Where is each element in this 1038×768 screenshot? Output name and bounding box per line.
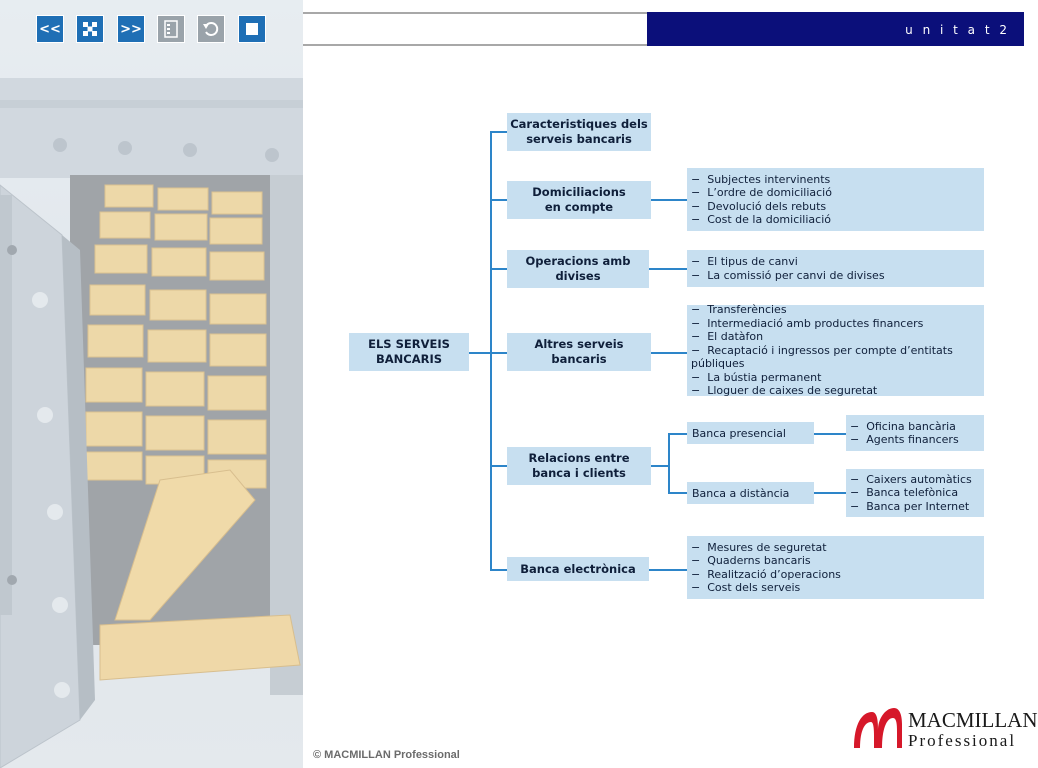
category-node bbox=[507, 557, 649, 581]
header-bar bbox=[647, 12, 1024, 46]
category-node bbox=[507, 181, 651, 219]
category-title-line: Banca electrònica bbox=[520, 561, 636, 576]
list-item: − Subjectes intervinents bbox=[691, 173, 830, 187]
logo-text-line1: MACMILLAN bbox=[908, 708, 1038, 732]
category-title-line: serveis bancaris bbox=[526, 132, 632, 146]
category-title-line: Relacions entre bbox=[528, 451, 630, 465]
stop-button[interactable] bbox=[238, 15, 266, 43]
list-item: − Transferències bbox=[691, 303, 787, 317]
category-title-line: divises bbox=[555, 269, 601, 283]
connector bbox=[814, 433, 846, 435]
list-item: − Realització d’operacions bbox=[691, 568, 841, 582]
category-title-line: Caracteristiques dels bbox=[510, 117, 648, 131]
list-item: − Caixers automàtics bbox=[850, 473, 972, 487]
list-item: − Oficina bancària bbox=[850, 420, 956, 434]
book-icon bbox=[163, 20, 179, 38]
unit-label: u n i t a t 2 bbox=[905, 23, 1010, 37]
stop-icon bbox=[245, 22, 259, 36]
list-item: − Intermediació amb productes financers bbox=[691, 317, 923, 331]
list-item: − La comissió per canvi de divises bbox=[691, 269, 885, 283]
list-item: − Recaptació i ingressos per compte d’entitats públiques bbox=[691, 344, 984, 371]
items-list bbox=[687, 250, 984, 287]
prev-icon: << bbox=[39, 21, 61, 37]
connector bbox=[490, 569, 507, 571]
category-title-line: bancaris bbox=[551, 352, 607, 366]
connector bbox=[490, 199, 507, 201]
connector bbox=[651, 465, 669, 467]
list-item: − El tipus de canvi bbox=[691, 255, 798, 269]
connector bbox=[490, 131, 492, 571]
list-item: − La bústia permanent bbox=[691, 371, 821, 385]
list-item: − Cost de la domiciliació bbox=[691, 213, 831, 227]
connector bbox=[814, 492, 846, 494]
connector bbox=[668, 433, 670, 493]
connector bbox=[490, 352, 507, 354]
vault-image bbox=[0, 0, 303, 768]
category-title-line: Altres serveis bbox=[534, 337, 624, 351]
macmillan-logo bbox=[852, 704, 1038, 752]
items-list bbox=[687, 536, 984, 599]
book-button[interactable] bbox=[157, 15, 185, 43]
items-list bbox=[687, 168, 984, 231]
list-item: − L’ordre de domiciliació bbox=[691, 186, 832, 200]
category-title-line: banca i clients bbox=[532, 466, 626, 480]
connector bbox=[490, 465, 507, 467]
list-item: − Quaderns bancaris bbox=[691, 554, 811, 568]
header-rule-bottom bbox=[303, 44, 647, 46]
next-button[interactable] bbox=[117, 15, 145, 43]
items-list bbox=[687, 305, 984, 396]
category-node bbox=[507, 113, 651, 151]
sub-node-label: Banca presencial bbox=[692, 426, 786, 440]
index-icon bbox=[81, 20, 99, 38]
category-title-line: Domiciliacions bbox=[532, 185, 626, 199]
logo-mark bbox=[852, 704, 904, 750]
vault-illustration bbox=[0, 0, 303, 768]
index-button[interactable] bbox=[76, 15, 104, 43]
category-node bbox=[507, 250, 649, 288]
refresh-icon bbox=[202, 20, 220, 38]
connector bbox=[469, 352, 491, 354]
connector bbox=[649, 268, 687, 270]
connector bbox=[651, 352, 687, 354]
header-rule-top bbox=[303, 12, 647, 14]
connector bbox=[490, 131, 507, 133]
list-item: − Devolució dels rebuts bbox=[691, 200, 826, 214]
connector bbox=[651, 199, 687, 201]
copyright-text: © MACMILLAN Professional bbox=[313, 749, 460, 761]
connector bbox=[649, 569, 687, 571]
root-line: BANCARIS bbox=[375, 352, 443, 366]
sub-node bbox=[687, 482, 814, 504]
category-node bbox=[507, 447, 651, 485]
list-item: − Cost dels serveis bbox=[691, 581, 800, 595]
connector bbox=[490, 268, 507, 270]
sub-node-label: Banca a distància bbox=[692, 486, 790, 500]
connector bbox=[668, 492, 687, 494]
category-node bbox=[507, 333, 651, 371]
list-item: − Mesures de seguretat bbox=[691, 541, 827, 555]
list-item: − Lloguer de caixes de seguretat bbox=[691, 384, 877, 398]
list-item: − El datàfon bbox=[691, 330, 763, 344]
refresh-button[interactable] bbox=[197, 15, 225, 43]
list-item: − Banca telefònica bbox=[850, 486, 958, 500]
items-list bbox=[846, 415, 984, 451]
sub-node bbox=[687, 422, 814, 444]
logo-text-line2: Professional bbox=[908, 731, 1017, 750]
next-icon: >> bbox=[120, 21, 142, 37]
root-line: ELS SERVEIS bbox=[368, 337, 450, 351]
list-item: − Banca per Internet bbox=[850, 500, 969, 514]
items-list bbox=[846, 469, 984, 517]
root-node bbox=[349, 333, 469, 371]
connector bbox=[668, 433, 687, 435]
list-item: − Agents financers bbox=[850, 433, 959, 447]
category-title-line: en compte bbox=[544, 200, 614, 214]
category-title-line: Operacions amb bbox=[525, 254, 631, 268]
prev-button[interactable] bbox=[36, 15, 64, 43]
